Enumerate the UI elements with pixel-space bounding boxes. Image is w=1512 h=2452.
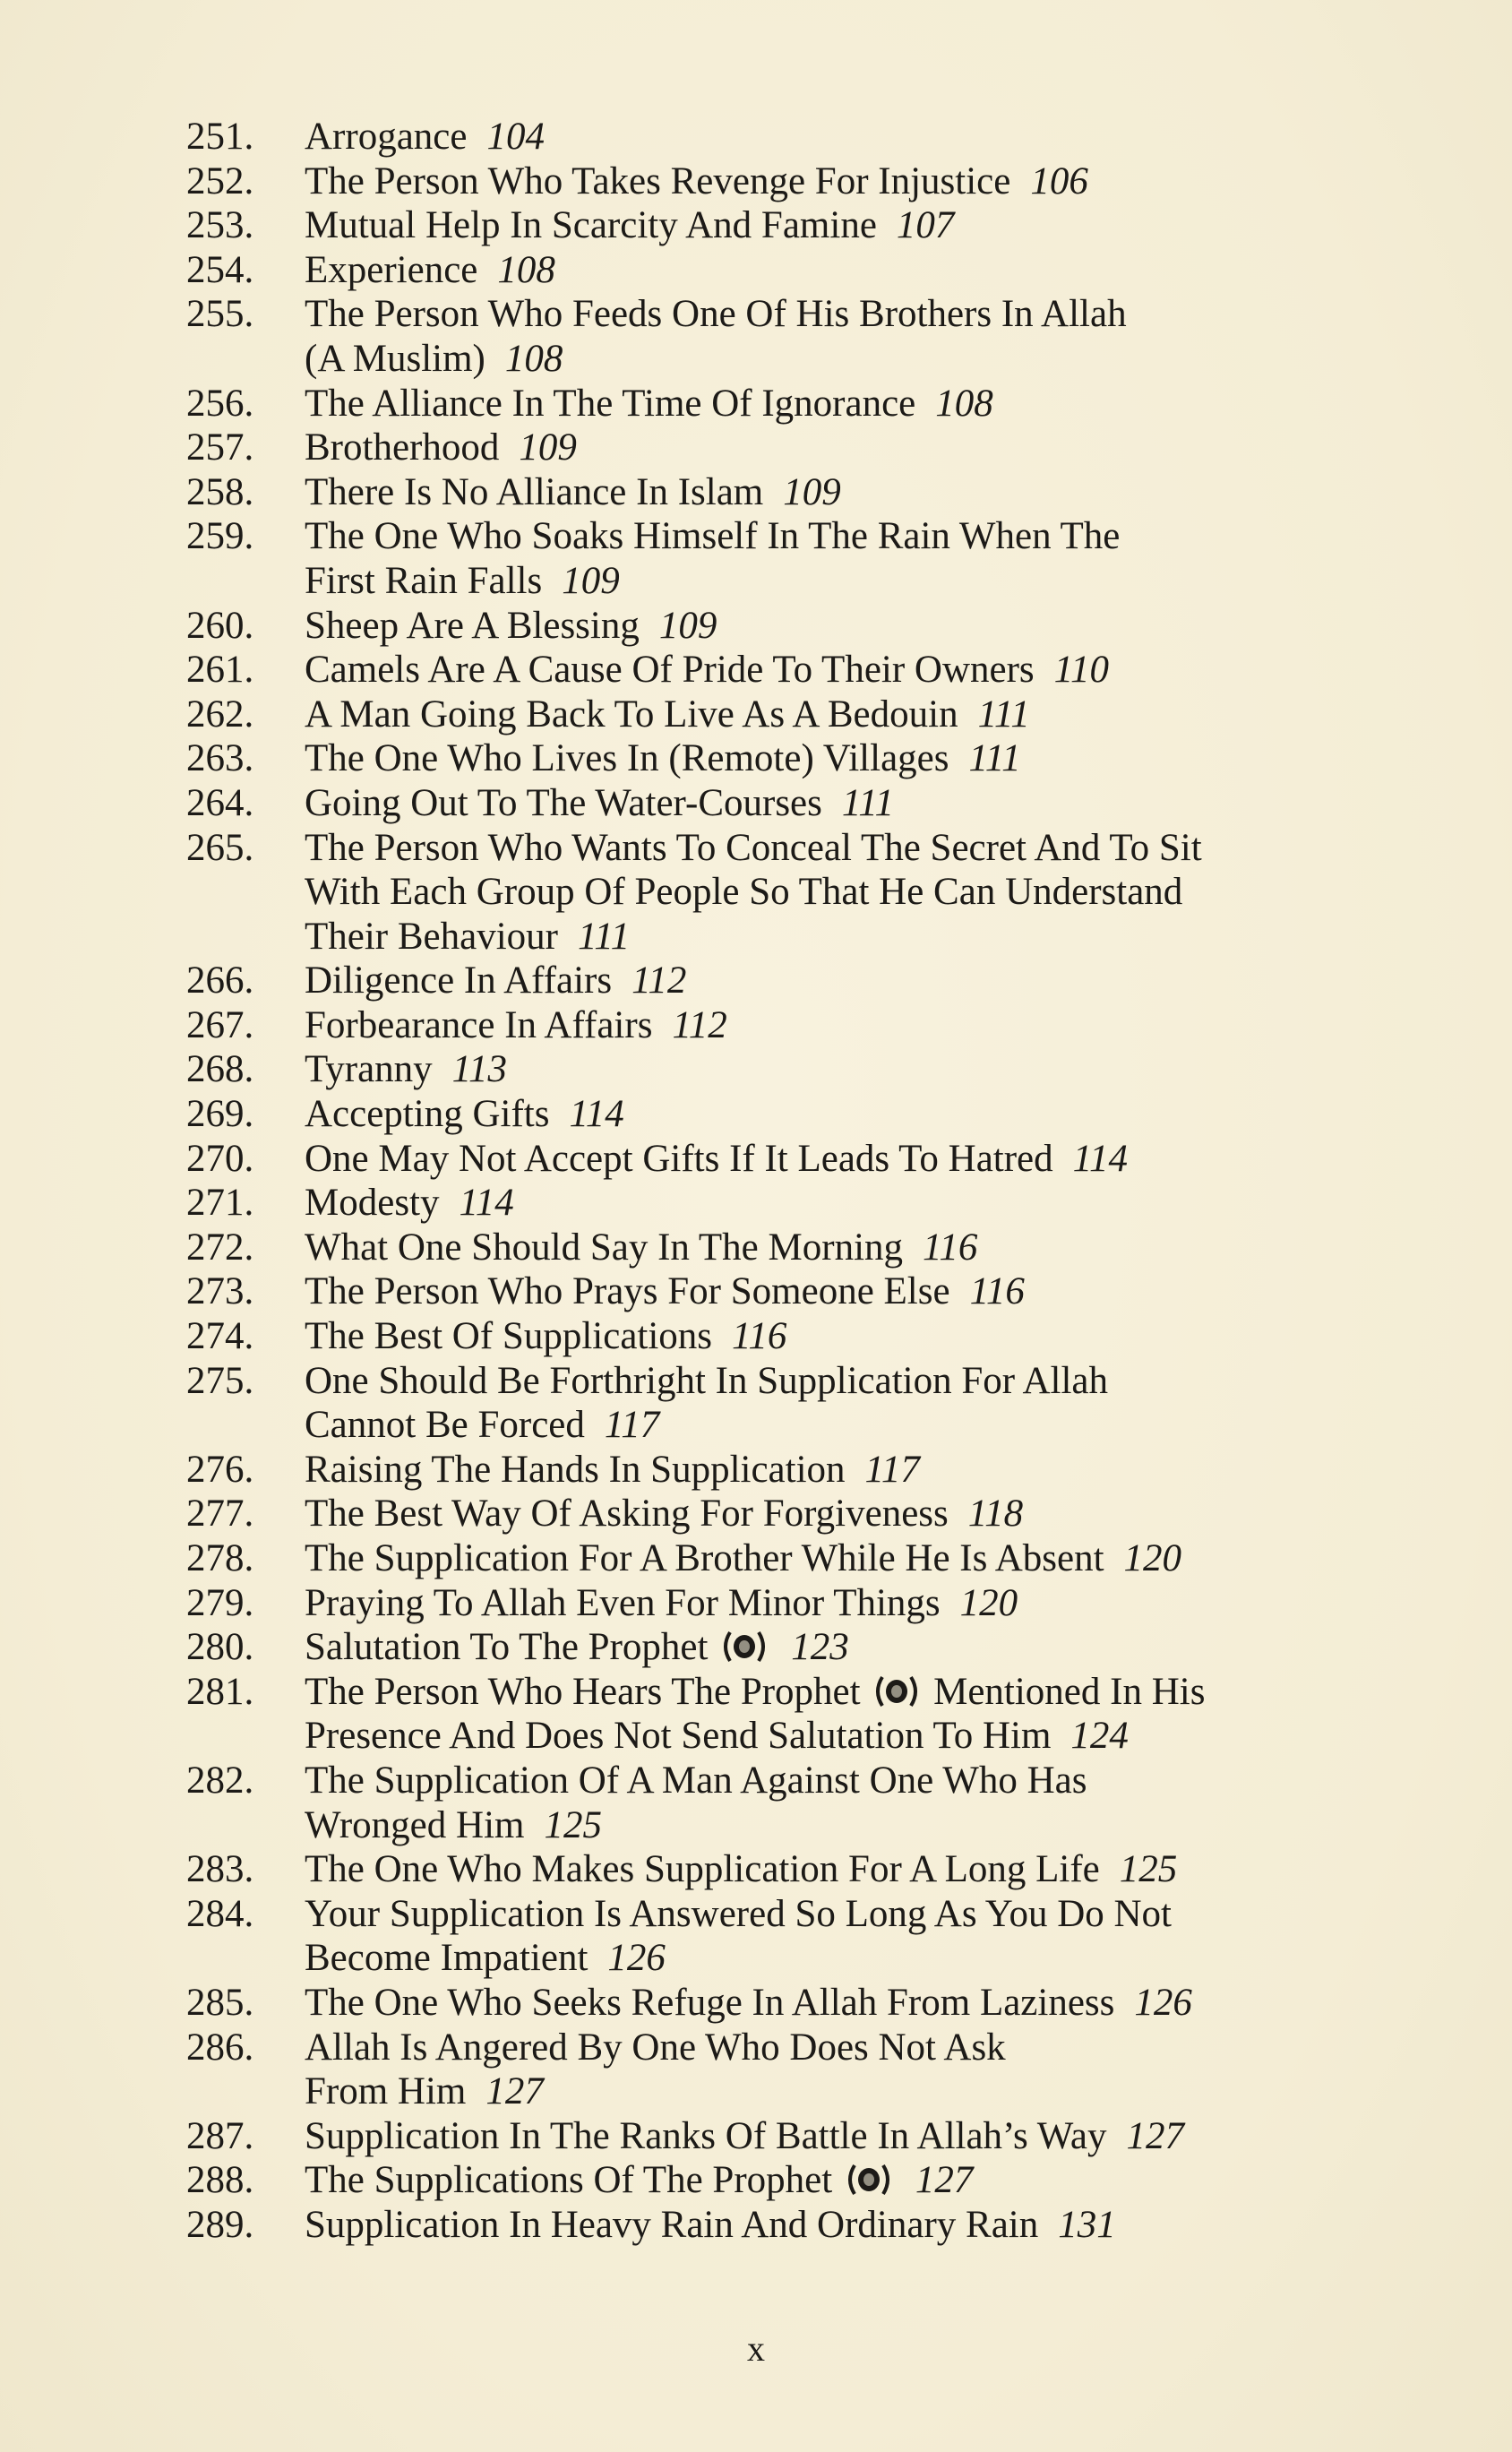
entry-title-line <box>305 1536 1405 1581</box>
entry-title-text: The One Who Seeks Refuge In Allah From Laziness <box>305 1981 1115 2024</box>
entry-number: 270. <box>186 1137 254 1180</box>
entry-title-text: Raising The Hands In Supplication <box>305 1448 846 1491</box>
entry-number: 266. <box>186 959 254 1002</box>
toc-entry <box>186 1047 1405 1092</box>
entry-title-line <box>305 2203 1405 2248</box>
entry-body <box>305 1448 1405 1493</box>
entry-body <box>305 648 1405 693</box>
entry-number: 259. <box>186 515 254 558</box>
entry-page-ref: 111 <box>968 737 1021 780</box>
entry-title-line <box>305 1226 1405 1270</box>
entry-title-line <box>305 203 1405 248</box>
entry-number: 287. <box>186 2114 254 2157</box>
entry-title-line <box>305 2114 1405 2159</box>
entry-page-ref: 114 <box>459 1182 514 1225</box>
toc-entry <box>186 382 1405 426</box>
toc-entry <box>186 693 1405 737</box>
entry-page-ref: 131 <box>1058 2203 1116 2246</box>
entry-page-ref: 120 <box>959 1581 1018 1624</box>
entry-title-line <box>305 1448 1405 1493</box>
entry-number: 265. <box>186 826 254 869</box>
entry-title-text: With Each Group Of People So That He Can Understand <box>305 871 1183 914</box>
toc-entry <box>186 2114 1405 2159</box>
toc-entry <box>186 1670 1405 1759</box>
entry-title-line <box>305 1892 1405 1937</box>
entry-number: 252. <box>186 159 254 202</box>
entry-body <box>305 1359 1405 1448</box>
entry-number: 254. <box>186 248 254 291</box>
entry-title-line <box>305 826 1405 871</box>
toc-entry <box>186 1092 1405 1137</box>
entry-number: 276. <box>186 1448 254 1491</box>
entry-number: 279. <box>186 1581 254 1624</box>
entry-body <box>305 426 1405 470</box>
entry-title-line <box>305 337 1405 382</box>
entry-body <box>305 693 1405 737</box>
entry-title-text: The Best Way Of Asking For Forgiveness <box>305 1493 949 1536</box>
entry-number: 258. <box>186 470 254 513</box>
entry-title-line <box>305 648 1405 693</box>
entry-body <box>305 826 1405 959</box>
entry-page-ref: 106 <box>1030 159 1088 202</box>
entry-page-ref: 116 <box>969 1270 1025 1313</box>
entry-body <box>305 2158 1405 2203</box>
entry-page-ref: 117 <box>604 1404 660 1447</box>
page-number: x <box>747 2328 765 2369</box>
entry-title-text: The One Who Lives In (Remote) Villages <box>305 737 949 780</box>
entry-page-ref: 108 <box>497 248 555 291</box>
entry-title-text: The Supplication Of A Man Against One Who Has <box>305 1759 1087 1802</box>
entry-page-ref: 111 <box>841 781 895 824</box>
entry-page-ref: 127 <box>1126 2114 1184 2157</box>
entry-body <box>305 115 1405 159</box>
toc-entry <box>186 736 1405 781</box>
toc-entry <box>186 1448 1405 1493</box>
toc-entry <box>186 248 1405 293</box>
entry-number: 268. <box>186 1048 254 1091</box>
entry-number: 278. <box>186 1537 254 1579</box>
toc-entry <box>186 1137 1405 1182</box>
toc-entry <box>186 115 1405 159</box>
entry-page-ref: 124 <box>1070 1715 1129 1758</box>
entry-page-ref: 126 <box>607 1937 666 1980</box>
salutation-icon <box>717 1629 771 1665</box>
entry-body <box>305 1226 1405 1270</box>
entry-title-text: One Should Be Forthright In Supplication For Allah <box>305 1359 1108 1402</box>
entry-body <box>305 1092 1405 1137</box>
entry-number: 253. <box>186 204 254 247</box>
entry-body <box>305 1137 1405 1182</box>
salutation-icon <box>842 2162 896 2198</box>
entry-page-ref: 127 <box>485 2070 544 2113</box>
toc-entry <box>186 781 1405 826</box>
entry-body <box>305 514 1405 603</box>
toc-entry <box>186 2203 1405 2248</box>
entry-page-ref: 108 <box>504 337 563 380</box>
toc-entry <box>186 1625 1405 1670</box>
entry-title-line <box>305 915 1405 959</box>
toc-entry <box>186 1892 1405 1981</box>
entry-number: 257. <box>186 426 254 469</box>
entry-body <box>305 736 1405 781</box>
entry-number: 267. <box>186 1003 254 1046</box>
entry-body <box>305 1670 1405 1759</box>
entry-title-text: A Man Going Back To Live As A Bedouin <box>305 693 958 736</box>
entry-title-text: Going Out To The Water-Courses <box>305 781 822 824</box>
entry-title-line <box>305 115 1405 159</box>
entry-title-text: Wronged Him <box>305 1803 525 1846</box>
salutation-icon <box>870 1673 924 1709</box>
entry-title-line <box>305 2069 1405 2114</box>
toc-entry <box>186 1581 1405 1626</box>
entry-number: 280. <box>186 1626 254 1669</box>
entry-title-text: Praying To Allah Even For Minor Things <box>305 1581 941 1624</box>
entry-body <box>305 292 1405 381</box>
entry-title-text: Become Impatient <box>305 1937 588 1980</box>
entry-number: 256. <box>186 382 254 425</box>
entry-number: 264. <box>186 781 254 824</box>
toc-entry <box>186 1181 1405 1226</box>
entry-number: 282. <box>186 1759 254 1802</box>
entry-body <box>305 1759 1405 1847</box>
entry-page-ref: 109 <box>658 604 717 647</box>
entry-title-text: Allah Is Angered By One Who Does Not Ask <box>305 2026 1006 2069</box>
entry-number: 285. <box>186 1981 254 2024</box>
entry-body <box>305 1581 1405 1626</box>
entry-page-ref: 107 <box>896 204 955 247</box>
entry-number: 261. <box>186 649 254 692</box>
entry-title-line <box>305 1137 1405 1182</box>
entry-title-text: The Person Who Wants To Conceal The Secret And To Sit <box>305 826 1202 869</box>
entry-title-line <box>305 1803 1405 1848</box>
entry-title-text: (A Muslim) <box>305 337 485 380</box>
entry-body <box>305 1181 1405 1226</box>
entry-body <box>305 1981 1405 2026</box>
entry-title-text: Supplication In The Ranks Of Battle In Allah’s Way <box>305 2114 1107 2157</box>
toc-entry <box>186 1003 1405 1048</box>
entry-page-ref: 127 <box>915 2159 974 2202</box>
entry-page-ref: 118 <box>967 1493 1024 1536</box>
entry-title-text: Tyranny <box>305 1048 433 1091</box>
entry-number: 273. <box>186 1270 254 1313</box>
entry-title-line <box>305 1181 1405 1226</box>
entry-body <box>305 2203 1405 2248</box>
entry-body <box>305 2026 1405 2114</box>
entry-title-text: Forbearance In Affairs <box>305 1003 653 1046</box>
entry-number: 289. <box>186 2203 254 2246</box>
entry-page-ref: 110 <box>1053 649 1109 692</box>
entry-title-text: The One Who Soaks Himself In The Rain When The <box>305 515 1121 558</box>
toc-entry <box>186 826 1405 959</box>
entry-title-line <box>305 736 1405 781</box>
entry-title-line <box>305 1359 1405 1404</box>
entry-title-text: Sheep Are A Blessing <box>305 604 640 647</box>
entry-body <box>305 1847 1405 1892</box>
entry-number: 269. <box>186 1093 254 1136</box>
entry-title-line <box>305 159 1405 204</box>
entry-title-text: The One Who Makes Supplication For A Long Life <box>305 1848 1100 1891</box>
entry-page-ref: 116 <box>923 1226 978 1269</box>
entry-title-line <box>305 1314 1405 1359</box>
toc-entry <box>186 470 1405 515</box>
entry-page-ref: 111 <box>578 915 631 958</box>
entry-title-line <box>305 1625 1405 1670</box>
entry-title-line <box>305 870 1405 915</box>
entry-title-text: Cannot Be Forced <box>305 1404 585 1447</box>
entry-title-text: Accepting Gifts <box>305 1093 550 1136</box>
entry-title-line <box>305 781 1405 826</box>
entry-number: 288. <box>186 2159 254 2202</box>
toc-entry <box>186 1759 1405 1847</box>
entry-title-text: Supplication In Heavy Rain And Ordinary Rain <box>305 2203 1039 2246</box>
entry-page-ref: 111 <box>977 693 1030 736</box>
entry-title-line <box>305 1847 1405 1892</box>
entry-page-ref: 123 <box>791 1626 849 1669</box>
entry-page-ref: 114 <box>1072 1137 1128 1180</box>
entry-title-line <box>305 1047 1405 1092</box>
entry-body <box>305 159 1405 204</box>
entry-title-line <box>305 1936 1405 1981</box>
entry-title-text: First Rain Falls <box>305 559 543 602</box>
toc-entry <box>186 604 1405 649</box>
entry-title-line <box>305 426 1405 470</box>
entry-title-line <box>305 959 1405 1003</box>
toc-entry <box>186 648 1405 693</box>
toc-entry <box>186 514 1405 603</box>
entry-number: 274. <box>186 1315 254 1358</box>
toc-entry <box>186 426 1405 470</box>
entry-body <box>305 781 1405 826</box>
entry-number: 263. <box>186 737 254 780</box>
entry-page-ref: 104 <box>486 116 545 158</box>
entry-body <box>305 1492 1405 1536</box>
entry-title-text: Camels Are A Cause Of Pride To Their Owners <box>305 649 1035 692</box>
entry-body <box>305 203 1405 248</box>
entry-title-text: There Is No Alliance In Islam <box>305 470 764 513</box>
entry-title-text: What One Should Say In The Morning <box>305 1226 904 1269</box>
entry-number: 260. <box>186 604 254 647</box>
entry-body <box>305 1269 1405 1314</box>
toc-entry <box>186 1359 1405 1448</box>
entry-title-text: The Person Who Takes Revenge For Injustice <box>305 159 1011 202</box>
entry-title-text: Your Supplication Is Answered So Long As You Do Not <box>305 1892 1173 1935</box>
entry-title-line <box>305 292 1405 337</box>
entry-title-text: From Him <box>305 2070 467 2113</box>
entry-title-text: The Best Of Supplications <box>305 1315 713 1358</box>
entry-number: 281. <box>186 1670 254 1713</box>
entry-title-line <box>305 1403 1405 1448</box>
entry-title-line <box>305 559 1405 604</box>
toc-entry <box>186 159 1405 204</box>
entry-body <box>305 470 1405 515</box>
toc-entry <box>186 1847 1405 1892</box>
entry-title-line <box>305 693 1405 737</box>
entry-number: 255. <box>186 293 254 336</box>
table-of-contents <box>186 115 1405 2248</box>
entry-title-line <box>305 470 1405 515</box>
entry-title-line <box>305 1981 1405 2026</box>
entry-title-text: Brotherhood <box>305 426 500 469</box>
toc-entry <box>186 203 1405 248</box>
entry-page-ref: 108 <box>935 382 993 425</box>
entry-number: 262. <box>186 693 254 736</box>
entry-body <box>305 248 1405 293</box>
entry-page-ref: 109 <box>519 426 577 469</box>
entry-title-line <box>305 1492 1405 1536</box>
entry-body <box>305 1003 1405 1048</box>
entry-title-text: Modesty <box>305 1182 440 1225</box>
entry-body <box>305 2114 1405 2159</box>
entry-title-line <box>305 248 1405 293</box>
entry-page-ref: 109 <box>562 559 620 602</box>
entry-page-ref: 117 <box>864 1448 920 1491</box>
entry-title-line <box>305 514 1405 559</box>
entry-title-text: The Supplications Of The Prophet <box>305 2159 833 2202</box>
entry-page-ref: 116 <box>732 1315 787 1358</box>
entry-body <box>305 1892 1405 1981</box>
entry-title-line <box>305 2158 1405 2203</box>
entry-number: 251. <box>186 116 254 158</box>
entry-title-text: Salutation To The Prophet <box>305 1626 709 1669</box>
entry-title-text: Mutual Help In Scarcity And Famine <box>305 204 877 247</box>
toc-entry <box>186 1269 1405 1314</box>
entry-title-line <box>305 604 1405 649</box>
toc-entry <box>186 1492 1405 1536</box>
entry-title-text: The Person Who Hears The Prophet <box>305 1670 861 1713</box>
entry-title-text: Mentioned In His <box>933 1670 1206 1713</box>
entry-title-line <box>305 382 1405 426</box>
entry-body <box>305 1536 1405 1581</box>
toc-entry <box>186 2158 1405 2203</box>
entry-page-ref: 126 <box>1134 1981 1192 2024</box>
toc-entry <box>186 1536 1405 1581</box>
entry-page-ref: 114 <box>569 1093 624 1136</box>
entry-body <box>305 382 1405 426</box>
entry-page-ref: 125 <box>544 1803 602 1846</box>
entry-title-line <box>305 2026 1405 2070</box>
entry-number: 271. <box>186 1182 254 1225</box>
toc-entry <box>186 1314 1405 1359</box>
toc-entry <box>186 2026 1405 2114</box>
entry-title-line <box>305 1581 1405 1626</box>
entry-body <box>305 604 1405 649</box>
entry-title-line <box>305 1269 1405 1314</box>
entry-title-line <box>305 1092 1405 1137</box>
entry-page-ref: 109 <box>783 470 841 513</box>
toc-entry <box>186 1226 1405 1270</box>
entry-title-text: Their Behaviour <box>305 915 558 958</box>
entry-number: 272. <box>186 1226 254 1269</box>
entry-number: 283. <box>186 1848 254 1891</box>
entry-page-ref: 125 <box>1119 1848 1178 1891</box>
entry-body <box>305 1047 1405 1092</box>
entry-title-text: Diligence In Affairs <box>305 959 613 1002</box>
entry-page-ref: 112 <box>672 1003 727 1046</box>
entry-title-line <box>305 1003 1405 1048</box>
entry-number: 284. <box>186 1892 254 1935</box>
entry-number: 275. <box>186 1359 254 1402</box>
entry-title-text: The Supplication For A Brother While He Is Absent <box>305 1537 1104 1579</box>
entry-body <box>305 1625 1405 1670</box>
entry-title-line <box>305 1714 1405 1759</box>
entry-title-text: Arrogance <box>305 116 468 158</box>
toc-entry <box>186 1981 1405 2026</box>
entry-title-line <box>305 1759 1405 1803</box>
entry-page-ref: 120 <box>1123 1537 1182 1579</box>
entry-page-ref: 112 <box>631 959 687 1002</box>
entry-body <box>305 1314 1405 1359</box>
entry-title-text: The Person Who Prays For Someone Else <box>305 1270 950 1313</box>
toc-entry <box>186 292 1405 381</box>
entry-title-line <box>305 1670 1405 1715</box>
entry-title-text: The Person Who Feeds One Of His Brothers In Allah <box>305 293 1127 336</box>
entry-title-text: The Alliance In The Time Of Ignorance <box>305 382 916 425</box>
entry-body <box>305 959 1405 1003</box>
entry-title-text: Presence And Does Not Send Salutation To Him <box>305 1715 1052 1758</box>
entry-title-text: Experience <box>305 248 478 291</box>
toc-entry <box>186 959 1405 1003</box>
entry-number: 277. <box>186 1493 254 1536</box>
entry-number: 286. <box>186 2026 254 2069</box>
entry-page-ref: 113 <box>451 1048 507 1091</box>
entry-title-text: One May Not Accept Gifts If It Leads To Hatred <box>305 1137 1053 1180</box>
